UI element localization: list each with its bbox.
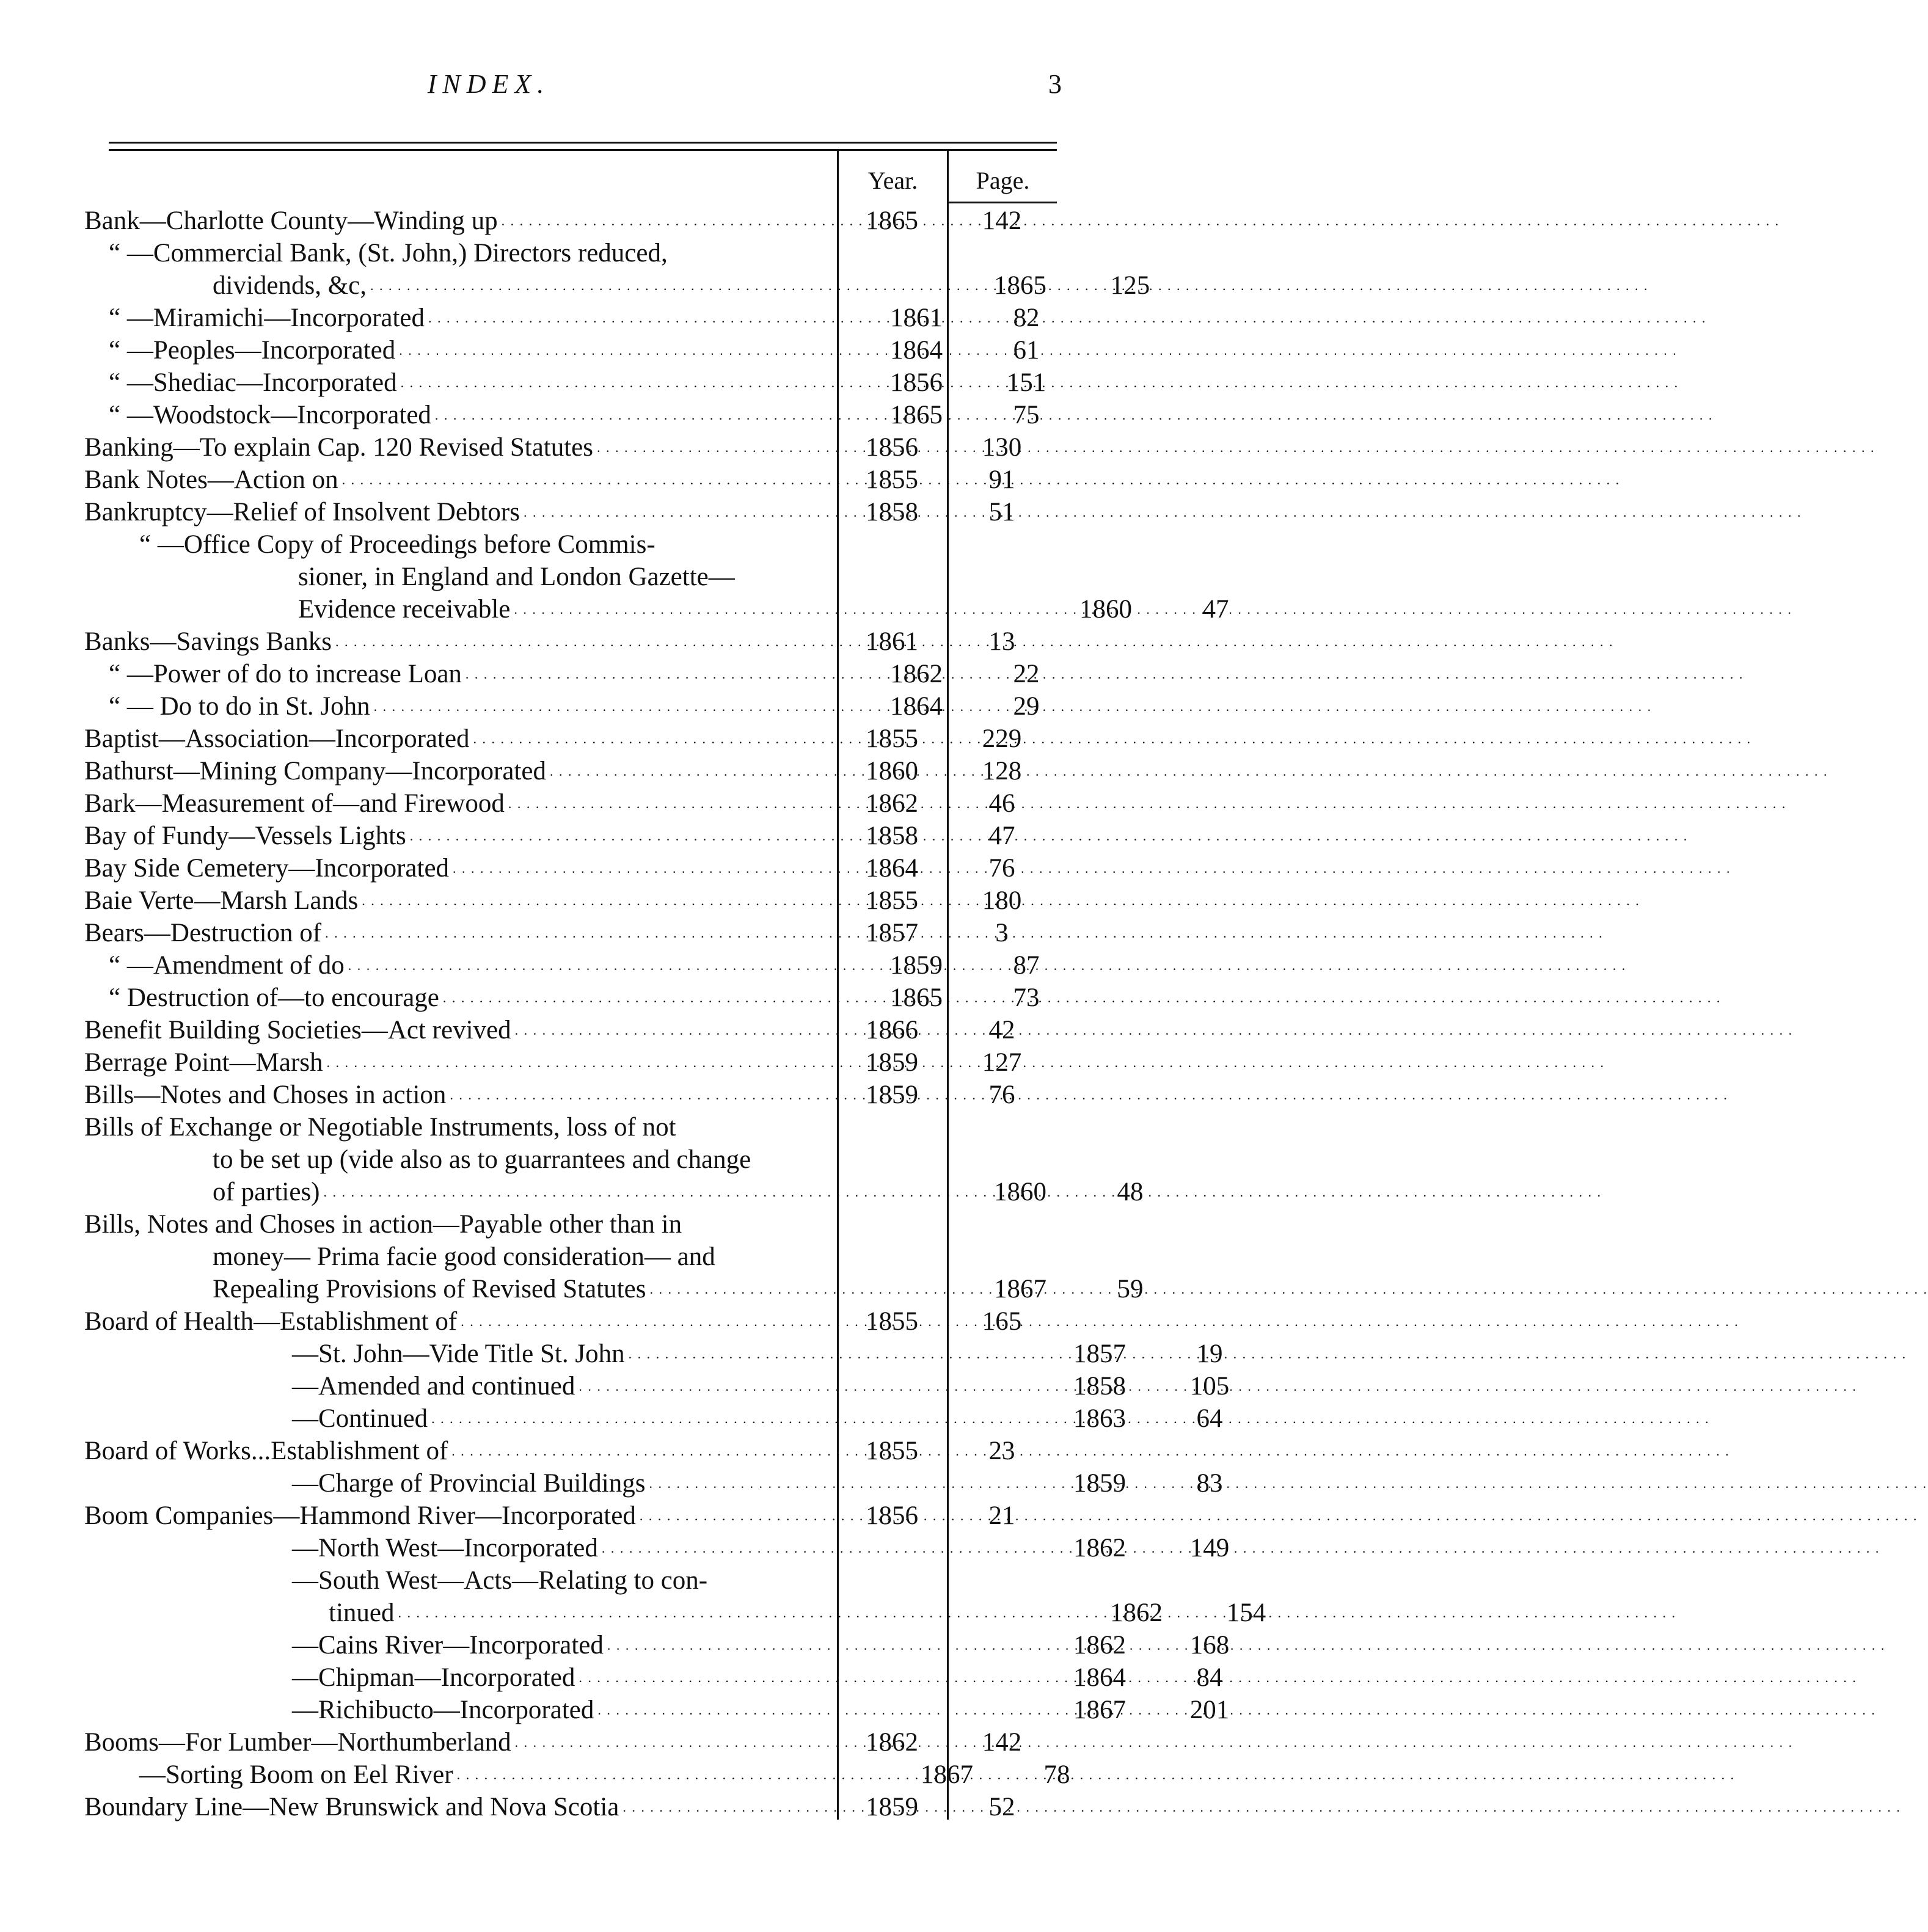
entry-text-cell	[84, 428, 837, 464]
entry-year: 1865	[994, 271, 1046, 300]
entry-page: 154	[1226, 1598, 1266, 1627]
entry-year: 1855	[866, 724, 918, 753]
entry-subject: Bears—Destruction of	[84, 919, 322, 947]
index-entry-row	[84, 1500, 1057, 1532]
entry-text-cell	[84, 589, 1051, 625]
entry-subject: “ —Shediac—Incorporated	[109, 368, 397, 397]
entry-text-cell	[84, 1143, 965, 1176]
index-entry-row	[84, 1694, 1230, 1726]
entry-year: 1860	[1079, 595, 1132, 624]
index-entry-row	[84, 1305, 1057, 1338]
entry-year: 1862	[866, 1728, 918, 1757]
top-rule-second	[109, 149, 1057, 151]
entry-year: 1859	[1073, 1469, 1126, 1498]
entry-year: 1864	[1073, 1663, 1126, 1692]
entry-year: 1859	[890, 951, 943, 980]
index-entry-row	[84, 1726, 1057, 1759]
index-entry-row	[84, 1111, 1057, 1143]
index-entry-row	[84, 431, 1057, 464]
entry-page: 91	[988, 465, 1015, 494]
entry-text-cell	[84, 363, 861, 399]
entry-subject: “ —Power of do to increase Loan	[109, 660, 462, 688]
index-entry-row	[84, 884, 1057, 917]
entry-text-cell	[84, 1208, 837, 1241]
entry-subject: Baie Verte—Marsh Lands	[84, 886, 359, 915]
dot-leader	[473, 719, 1752, 755]
entry-subject: —South West—Acts—Relating to con-	[292, 1566, 708, 1595]
entry-text-cell	[84, 1431, 837, 1467]
index-entry-row	[84, 1273, 1144, 1305]
index-entry-row	[84, 1629, 1230, 1661]
index-entry-row	[84, 1759, 1070, 1791]
entry-text-cell	[84, 1787, 837, 1823]
entry-year: 1857	[1073, 1340, 1126, 1368]
entry-year: 1865	[866, 206, 918, 235]
entry-year: 1855	[866, 465, 918, 494]
top-rule	[109, 142, 1057, 144]
entry-text-cell	[84, 1528, 1045, 1564]
entry-subject: Banking—To explain Cap. 120 Revised Statutes	[84, 433, 593, 462]
entry-text-cell	[84, 1302, 837, 1338]
entry-subject: —St. John—Vide Title St. John	[292, 1340, 625, 1368]
index-entry-row	[84, 949, 1057, 982]
entry-year: 1856	[866, 433, 918, 462]
entry-year: 1862	[1073, 1631, 1126, 1660]
dot-leader	[515, 1010, 1794, 1046]
entry-subject: —Continued	[292, 1404, 428, 1433]
entry-subject: Bank Notes—Action on	[84, 465, 338, 494]
entry-subject: Board of Works...Establishment of	[84, 1437, 448, 1465]
entry-page: 13	[988, 627, 1015, 656]
entry-subject: —Chipman—Incorporated	[292, 1663, 575, 1692]
index-entry-row	[84, 820, 1057, 852]
entry-year: 1859	[866, 1048, 918, 1077]
entry-page: 3	[995, 919, 1009, 947]
entry-subject: —Richibucto—Incorporated	[292, 1696, 594, 1724]
entry-text-cell	[84, 1690, 1045, 1726]
entry-page: 23	[988, 1437, 1015, 1465]
entry-year: 1857	[866, 919, 918, 947]
entry-text-cell	[84, 561, 1051, 593]
dot-leader	[649, 1464, 1927, 1500]
entry-year: 1862	[866, 789, 918, 818]
entry-subject: “ —Amendment of do	[109, 951, 345, 980]
index-entry-row	[84, 399, 1057, 431]
entry-text-cell	[84, 1111, 837, 1143]
entry-subject: money— Prima facie good consideration— and	[213, 1242, 715, 1271]
index-entry-row	[84, 1791, 1057, 1823]
entry-text-cell	[84, 1269, 965, 1305]
entry-year: 1855	[866, 1307, 918, 1336]
index-entry-row	[84, 464, 1057, 496]
entry-subject: Bark—Measurement of—and Firewood	[84, 789, 505, 818]
entry-subject: —North West—Incorporated	[292, 1534, 598, 1562]
entry-text-cell	[84, 1334, 1045, 1370]
entry-page: 84	[1196, 1663, 1223, 1692]
entry-subject: —Sorting Boom on Eel River	[139, 1760, 453, 1789]
entry-subject: Boom Companies—Hammond River—Incorporated	[84, 1501, 636, 1530]
index-entry-row	[84, 496, 1057, 528]
entry-year: 1865	[890, 983, 943, 1012]
entry-text-cell	[84, 395, 861, 431]
index-entry-row	[84, 1143, 1057, 1176]
entry-subject: Bathurst—Mining Company—Incorporated	[84, 757, 546, 786]
entry-subject: “ —Peoples—Incorporated	[109, 336, 396, 365]
index-entry-row	[84, 269, 1150, 302]
entry-text-cell	[84, 1722, 837, 1759]
entry-subject: Baptist—Association—Incorporated	[84, 724, 470, 753]
entry-subject: Bank—Charlotte County—Winding up	[84, 206, 498, 235]
dot-leader	[515, 1722, 1794, 1759]
entry-page: 76	[988, 1081, 1015, 1109]
entry-year: 1862	[1073, 1534, 1126, 1562]
entry-page: 165	[982, 1307, 1022, 1336]
entry-year: 1864	[890, 692, 943, 721]
entry-page: 151	[1006, 368, 1046, 397]
entry-year: 1867	[994, 1275, 1046, 1303]
index-entry-row	[84, 1176, 1144, 1208]
index-entry-row	[84, 1208, 1057, 1241]
entry-subject: Banks—Savings Banks	[84, 627, 332, 656]
dot-leader	[461, 1302, 1739, 1338]
index-entry-row	[84, 561, 1057, 593]
entry-page: 125	[1110, 271, 1150, 300]
entry-text-cell	[84, 1658, 1045, 1694]
entry-text-cell	[84, 237, 861, 269]
index-entry-row	[84, 302, 1057, 334]
dot-leader	[450, 1075, 1728, 1111]
index-entry-row	[84, 528, 1057, 561]
entry-year: 1864	[866, 854, 918, 883]
entry-text-cell	[84, 1564, 1045, 1597]
entry-text-cell	[84, 848, 837, 884]
index-entry-row	[84, 755, 1057, 787]
index-entry-row	[84, 366, 1057, 399]
page-title: INDEX.	[427, 69, 550, 99]
page-number: 3	[1048, 69, 1062, 99]
entry-text-cell	[84, 1496, 837, 1532]
entry-subject: Boundary Line—New Brunswick and Nova Scotia	[84, 1793, 619, 1821]
entry-page: 128	[982, 757, 1022, 786]
entry-year: 1863	[1073, 1404, 1126, 1433]
entry-page: 75	[1013, 401, 1040, 429]
index-entry-row	[84, 982, 1057, 1014]
year-column-header: Year.	[867, 167, 918, 194]
index-entry-row	[84, 237, 1057, 269]
entry-page: 73	[1013, 983, 1040, 1012]
entry-text-cell	[84, 946, 861, 982]
entry-subject: Bills—Notes and Choses in action	[84, 1081, 447, 1109]
entry-page: 51	[988, 498, 1015, 527]
entry-text-cell	[84, 330, 861, 366]
dot-leader	[640, 1496, 1918, 1532]
index-entry-row	[84, 723, 1057, 755]
entry-year: 1861	[890, 304, 943, 332]
entry-page: 19	[1196, 1340, 1223, 1368]
entry-text-cell	[84, 1172, 965, 1208]
entry-page: 46	[988, 789, 1015, 818]
entry-text-cell	[84, 1464, 1045, 1500]
entry-subject: Benefit Building Societies—Act revived	[84, 1016, 511, 1044]
index-entry-row	[84, 1079, 1057, 1111]
entry-year: 1859	[866, 1793, 918, 1821]
dot-leader	[550, 751, 1828, 787]
dot-leader	[453, 848, 1731, 884]
entry-subject: Repealing Provisions of Revised Statutes	[213, 1275, 646, 1303]
entry-year: 1864	[890, 336, 943, 365]
entry-page: 48	[1117, 1178, 1144, 1206]
entry-year: 1856	[890, 368, 943, 397]
entry-year: 1858	[1073, 1372, 1126, 1401]
entry-year: 1856	[866, 1501, 918, 1530]
entry-year: 1865	[890, 401, 943, 429]
entry-page: 76	[988, 854, 1015, 883]
entry-text-cell	[84, 266, 965, 302]
entry-subject: “ —Woodstock—Incorporated	[109, 401, 431, 429]
entry-page: 29	[1013, 692, 1040, 721]
entry-year: 1855	[866, 886, 918, 915]
index-entry-row	[84, 1532, 1230, 1564]
entry-page: 180	[982, 886, 1022, 915]
entry-page: 22	[1013, 660, 1040, 688]
entry-year: 1867	[921, 1760, 973, 1789]
entry-page: 21	[988, 1501, 1015, 1530]
index-entry-row	[84, 1370, 1230, 1402]
index-entry-row	[84, 1014, 1057, 1046]
entry-year: 1862	[1110, 1598, 1163, 1627]
entry-page: 142	[982, 206, 1022, 235]
entry-text-cell	[84, 1010, 837, 1046]
entry-text-cell	[84, 1075, 837, 1111]
entry-year: 1867	[1073, 1696, 1126, 1724]
dot-leader	[649, 1269, 1928, 1305]
entry-subject: —Cains River—Incorporated	[292, 1631, 604, 1660]
dot-leader	[502, 201, 1780, 237]
dot-leader	[597, 428, 1875, 464]
entry-page: 83	[1196, 1469, 1223, 1498]
entry-text-cell	[84, 978, 861, 1014]
entry-text-cell	[84, 816, 837, 852]
entry-text-cell	[84, 201, 837, 237]
page-column-header: Page.	[976, 167, 1030, 194]
entry-subject: dividends, &c,	[213, 271, 367, 300]
dot-leader	[443, 978, 1722, 1014]
entry-text-cell	[84, 492, 837, 528]
entry-subject: “ — Do to do in St. John	[109, 692, 370, 721]
entry-text-cell	[84, 528, 892, 561]
entry-page: 47	[1202, 595, 1229, 624]
entry-page: 52	[988, 1793, 1015, 1821]
index-entry-row	[84, 1564, 1057, 1597]
entry-subject: “ —Miramichi—Incorporated	[109, 304, 425, 332]
dot-leader	[324, 1172, 1602, 1208]
entry-page: 149	[1189, 1534, 1230, 1562]
entry-subject: “ Destruction of—to encourage	[109, 983, 439, 1012]
entry-subject: Bills of Exchange or Negotiable Instruments, loss of not	[84, 1113, 676, 1142]
entry-text-cell	[84, 1399, 1045, 1435]
entry-page: 47	[988, 822, 1015, 850]
index-entry-row	[84, 917, 1057, 949]
dot-leader	[623, 1787, 1901, 1823]
entry-subject: of parties)	[213, 1178, 320, 1206]
entry-page: 78	[1043, 1760, 1070, 1789]
index-entry-row	[84, 658, 1057, 690]
entry-text-cell	[84, 687, 861, 723]
entry-page: 229	[982, 724, 1022, 753]
entry-page: 127	[982, 1048, 1022, 1077]
index-entry-row	[84, 787, 1057, 820]
entry-page: 130	[982, 433, 1022, 462]
entry-subject: “ —Office Copy of Proceedings before Commis-	[139, 530, 655, 559]
index-entry-row	[84, 593, 1229, 625]
index-entry-row	[84, 1402, 1223, 1435]
index-entry-row	[84, 1435, 1057, 1467]
entry-text-cell	[84, 1755, 892, 1791]
entry-year: 1860	[994, 1178, 1046, 1206]
entry-subject: to be set up (vide also as to guarrantees and change	[213, 1145, 751, 1174]
entry-year: 1861	[866, 627, 918, 656]
entry-subject: tinued	[329, 1598, 395, 1627]
entry-page: 42	[988, 1016, 1015, 1044]
entry-subject: Bills, Notes and Choses in action—Payable other than in	[84, 1210, 682, 1239]
entry-text-cell	[84, 298, 861, 334]
index-entries	[84, 205, 1266, 1823]
entry-subject: Bay of Fundy—Vessels Lights	[84, 822, 406, 850]
entry-year: 1862	[890, 660, 943, 688]
index-entry-row	[84, 1046, 1057, 1079]
entry-subject: sioner, in England and London Gazette—	[298, 563, 735, 591]
entry-page: 61	[1013, 336, 1040, 365]
entry-year: 1859	[866, 1081, 918, 1109]
entry-page: 168	[1189, 1631, 1230, 1660]
entry-subject: Berrage Point—Marsh	[84, 1048, 323, 1077]
entry-page: 201	[1189, 1696, 1230, 1724]
entry-text-cell	[84, 1241, 965, 1273]
entry-page: 87	[1013, 951, 1040, 980]
index-entry-row	[84, 205, 1057, 237]
index-entry-row	[84, 1467, 1223, 1500]
index-entry-row	[84, 334, 1057, 366]
entry-text-cell	[84, 784, 837, 820]
dot-leader	[451, 1431, 1730, 1467]
entry-text-cell	[84, 460, 837, 496]
entry-year: 1858	[866, 822, 918, 850]
entry-text-cell	[84, 1043, 837, 1079]
entry-page: 142	[982, 1728, 1022, 1757]
entry-text-cell	[84, 1625, 1045, 1661]
index-entry-row	[84, 690, 1057, 723]
dot-leader	[629, 1334, 1907, 1370]
entry-text-cell	[84, 654, 861, 690]
entry-page: 82	[1013, 304, 1040, 332]
index-entry-row	[84, 625, 1057, 658]
dot-leader	[508, 784, 1787, 820]
dot-leader	[398, 1593, 1676, 1629]
entry-subject: “ —Commercial Bank, (St. John,) Directors reduced,	[109, 239, 668, 268]
entry-year: 1866	[866, 1016, 918, 1044]
entry-year: 1855	[866, 1437, 918, 1465]
entry-page: 59	[1117, 1275, 1144, 1303]
entry-subject: Bankruptcy—Relief of Insolvent Debtors	[84, 498, 520, 527]
dot-leader	[524, 492, 1802, 528]
dot-leader	[466, 654, 1744, 690]
entry-text-cell	[84, 881, 837, 917]
index-entry-row	[84, 1338, 1223, 1370]
entry-subject: Bay Side Cemetery—Incorporated	[84, 854, 450, 883]
entry-year: 1860	[866, 757, 918, 786]
index-entry-row	[84, 1661, 1223, 1694]
entry-text-cell	[84, 1366, 1045, 1402]
entry-subject: Evidence receivable	[298, 595, 511, 624]
entry-year: 1858	[866, 498, 918, 527]
index-entry-row	[84, 1241, 1057, 1273]
entry-subject: Board of Health—Establishment of	[84, 1307, 458, 1336]
entry-subject: Booms—For Lumber—Northumberland	[84, 1728, 511, 1757]
index-entry-row	[84, 1597, 1266, 1629]
entry-subject: —Charge of Provincial Buildings	[292, 1469, 646, 1498]
entry-text-cell	[84, 751, 837, 787]
entry-text-cell	[84, 1593, 1081, 1629]
entry-page: 64	[1196, 1404, 1223, 1433]
entry-text-cell	[84, 622, 837, 658]
entry-subject: —Amended and continued	[292, 1372, 575, 1401]
entry-page: 105	[1189, 1372, 1230, 1401]
entry-text-cell	[84, 719, 837, 755]
entry-text-cell	[84, 913, 837, 949]
index-entry-row	[84, 852, 1057, 884]
